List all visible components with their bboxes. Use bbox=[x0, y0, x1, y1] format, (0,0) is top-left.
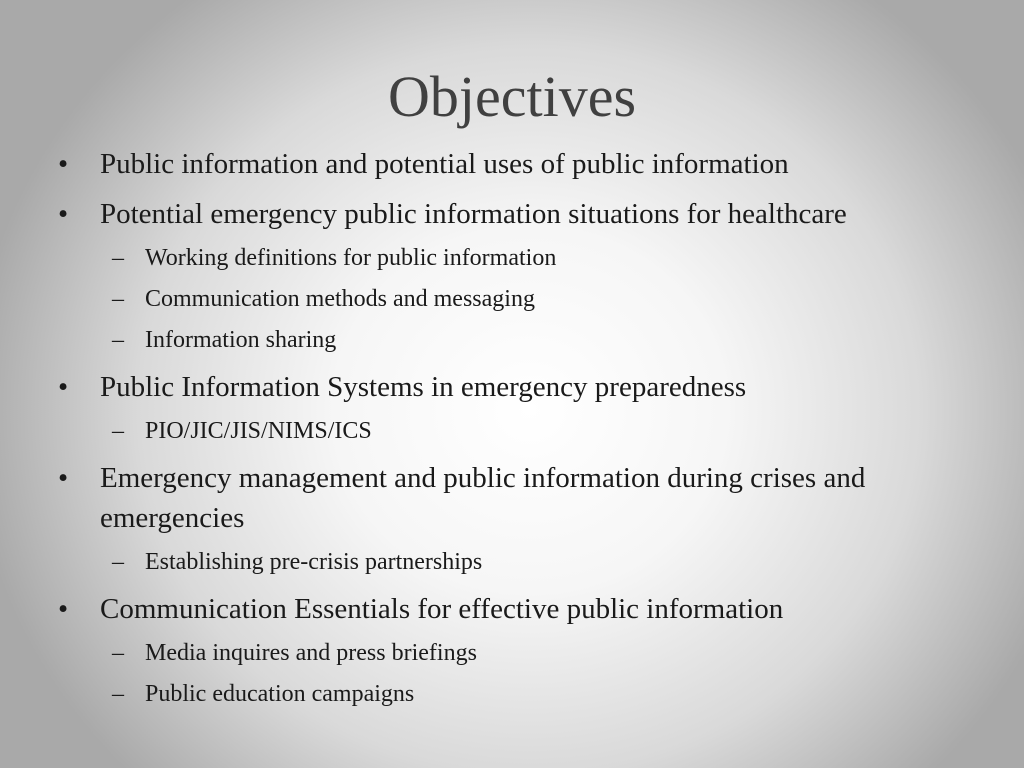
bullet-text: Emergency management and public information during crises and emergencies bbox=[100, 462, 866, 534]
bullet-text: Potential emergency public information situations for healthcare bbox=[100, 198, 847, 230]
sub-bullet-item bbox=[0, 415, 1024, 448]
bullet-text: Public information and potential uses of public information bbox=[100, 148, 789, 180]
sub-bullet-text: Information sharing bbox=[145, 327, 337, 353]
bullet-text: Communication Essentials for effective public information bbox=[100, 593, 784, 625]
dash-marker: – bbox=[112, 640, 124, 666]
bullet-item bbox=[0, 367, 1024, 407]
dash-marker: – bbox=[112, 245, 124, 271]
bullet-text: Public Information Systems in emergency preparedness bbox=[100, 371, 747, 403]
sub-bullet-item bbox=[0, 678, 1024, 711]
sub-bullet-text: PIO/JIC/JIS/NIMS/ICS bbox=[145, 418, 372, 444]
sub-bullet-item bbox=[0, 242, 1024, 275]
bullet-marker: • bbox=[58, 148, 69, 180]
bullet-item bbox=[0, 458, 1024, 538]
bullet-item bbox=[0, 589, 1024, 629]
sub-bullet-text: Establishing pre-crisis partnerships bbox=[145, 549, 483, 575]
sub-bullet-text: Media inquires and press briefings bbox=[145, 640, 477, 666]
bullet-marker: • bbox=[58, 462, 69, 494]
dash-marker: – bbox=[112, 549, 124, 575]
dash-marker: – bbox=[112, 681, 124, 707]
sub-bullet-item bbox=[0, 283, 1024, 316]
sub-bullet-text: Communication methods and messaging bbox=[145, 286, 535, 312]
bullet-marker: • bbox=[58, 371, 69, 403]
sub-bullet-item bbox=[0, 324, 1024, 357]
bullet-list bbox=[0, 140, 1024, 711]
bullet-marker: • bbox=[58, 198, 69, 230]
bullet-marker: • bbox=[58, 593, 69, 625]
sub-bullet-text: Public education campaigns bbox=[145, 681, 415, 707]
bullet-item bbox=[0, 144, 1024, 184]
sub-bullet-item bbox=[0, 637, 1024, 670]
slide-title: Objectives bbox=[387, 64, 637, 129]
sub-bullet-item bbox=[0, 546, 1024, 579]
dash-marker: – bbox=[112, 286, 124, 312]
dash-marker: – bbox=[112, 327, 124, 353]
dash-marker: – bbox=[112, 418, 124, 444]
sub-bullet-text: Working definitions for public information bbox=[145, 245, 557, 271]
bullet-item bbox=[0, 194, 1024, 234]
